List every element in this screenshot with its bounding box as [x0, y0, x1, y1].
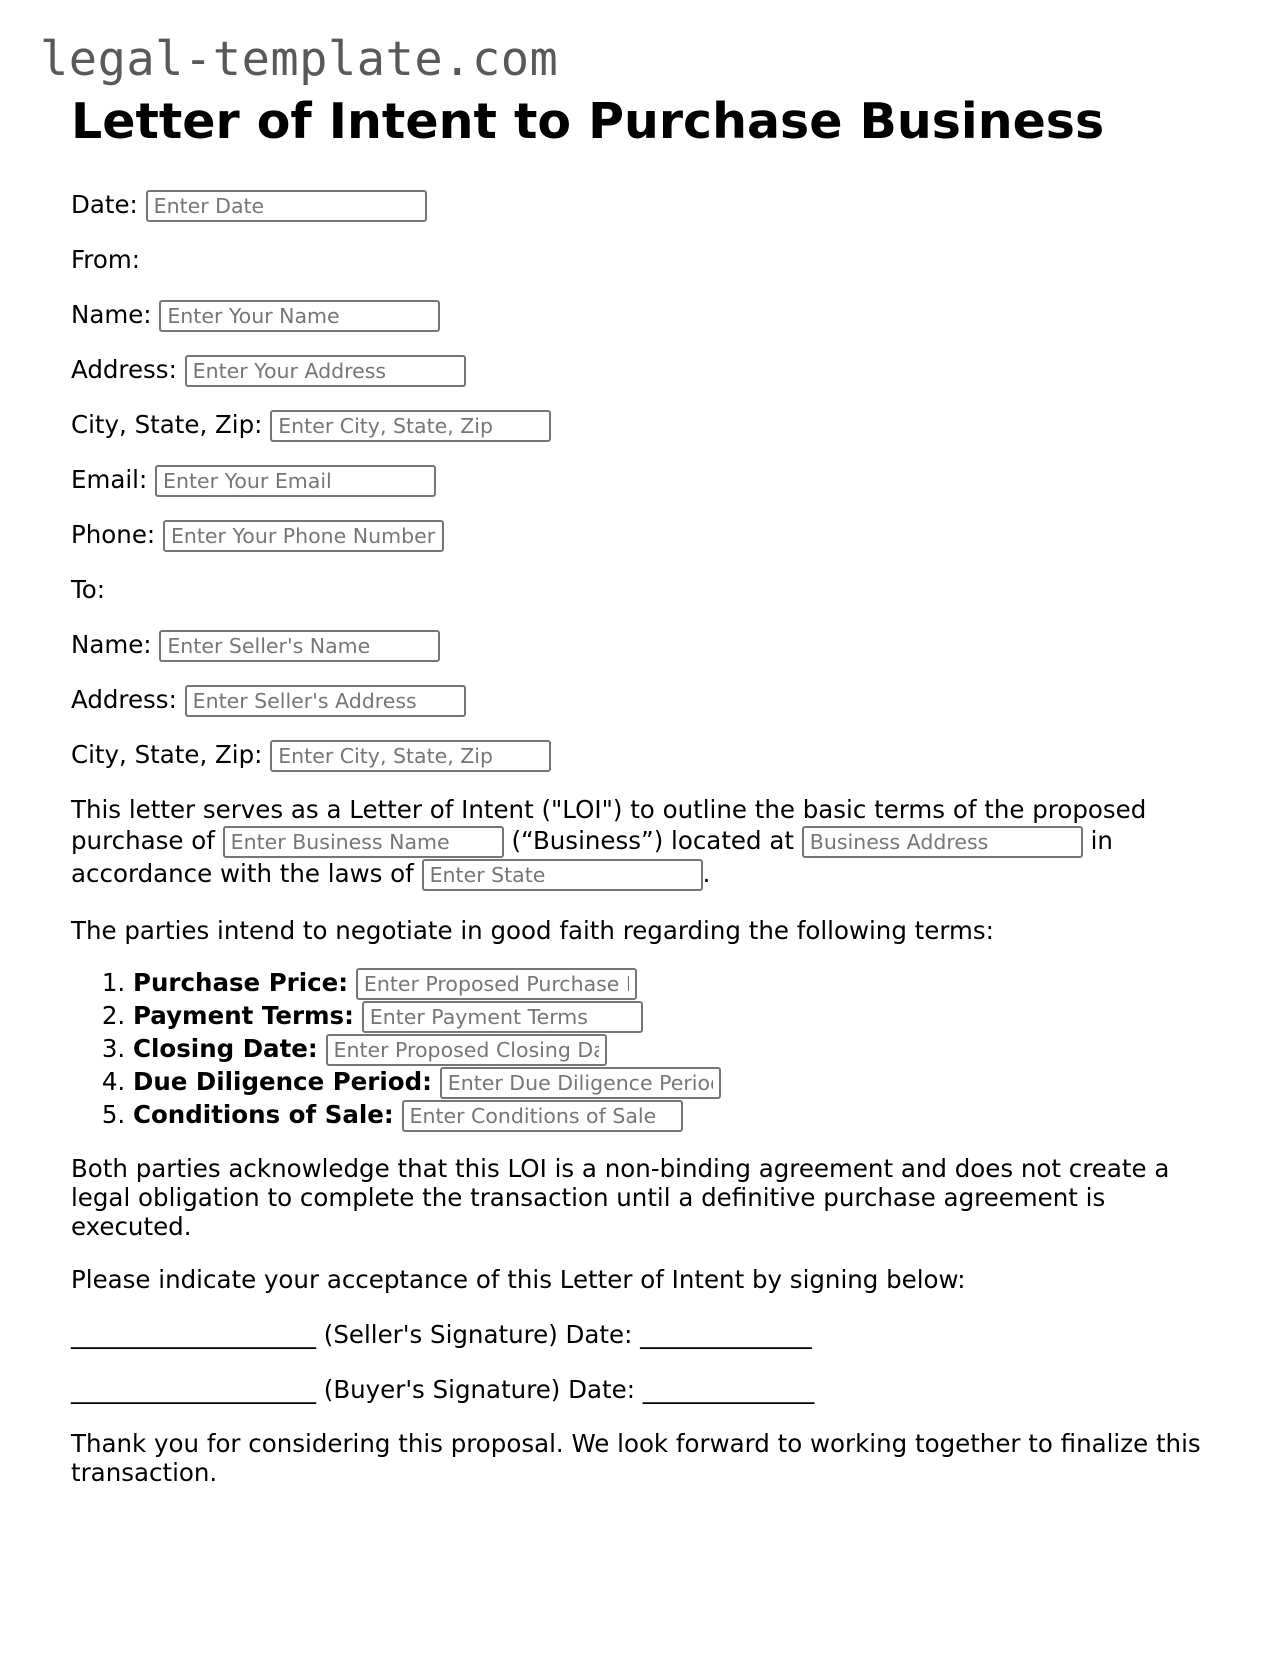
term-item [133, 999, 1221, 1032]
closing-date-input[interactable] [326, 1034, 607, 1066]
to-city-input[interactable] [270, 740, 551, 772]
buyer-signature-line: ____________________ (Buyer's Signature) Date: ______________ [71, 1375, 815, 1404]
to-address-row [71, 683, 1221, 717]
from-city-row [71, 408, 1221, 442]
date-input[interactable] [146, 190, 427, 222]
term-item [133, 966, 1221, 999]
to-city-row [71, 738, 1221, 772]
from-city-label: City, State, Zip: [71, 410, 263, 439]
from-email-row [71, 463, 1221, 497]
to-name-input[interactable] [159, 630, 440, 662]
from-address-row [71, 353, 1221, 387]
purchase-price-input[interactable] [356, 968, 637, 1000]
term-label: Closing Date: [133, 1034, 318, 1063]
term-label: Due Diligence Period: [133, 1067, 432, 1096]
intro-paragraph [71, 794, 1221, 891]
intro-text-4: . [702, 859, 711, 888]
from-address-label: Address: [71, 355, 177, 384]
to-name-label: Name: [71, 630, 152, 659]
business-address-input[interactable] [802, 826, 1083, 858]
terms-list [71, 966, 1221, 1131]
seller-signature-line: ____________________ (Seller's Signature) Date: ______________ [71, 1320, 812, 1349]
to-heading: To: [71, 575, 106, 604]
intro-text-2: (“Business”) located at [511, 826, 794, 855]
from-phone-label: Phone: [71, 520, 156, 549]
conditions-input[interactable] [402, 1100, 683, 1132]
term-label: Purchase Price: [133, 968, 349, 997]
intro-text-3: in accordance with the laws of [71, 826, 1113, 888]
intro-text-1: This letter serves as a Letter of Intent ("LOI") to outline the basic terms of the proposed purchase of [71, 795, 1147, 855]
watermark: legal-template.com [40, 32, 559, 87]
term-item [133, 1032, 1221, 1065]
from-phone-input[interactable] [163, 520, 444, 552]
state-input[interactable] [422, 859, 703, 891]
to-address-label: Address: [71, 685, 177, 714]
to-address-input[interactable] [185, 685, 466, 717]
to-name-row [71, 628, 1221, 662]
from-name-row [71, 298, 1221, 332]
page-title: Letter of Intent to Purchase Business [71, 93, 1105, 150]
from-phone-row [71, 518, 1221, 552]
from-name-label: Name: [71, 300, 152, 329]
term-label: Payment Terms: [133, 1001, 354, 1030]
to-city-label: City, State, Zip: [71, 740, 263, 769]
acceptance-paragraph: Please indicate your acceptance of this Letter of Intent by signing below: [71, 1265, 966, 1294]
from-email-label: Email: [71, 465, 148, 494]
from-address-input[interactable] [185, 355, 466, 387]
from-name-input[interactable] [159, 300, 440, 332]
term-label: Conditions of Sale: [133, 1100, 394, 1129]
date-row [71, 188, 1221, 222]
negotiate-paragraph: The parties intend to negotiate in good faith regarding the following terms: [71, 916, 994, 945]
closing-paragraph: Thank you for considering this proposal. We look forward to working together to finalize this transaction. [71, 1429, 1201, 1487]
payment-terms-input[interactable] [362, 1001, 643, 1033]
term-item [133, 1065, 1221, 1098]
acknowledge-paragraph: Both parties acknowledge that this LOI is a non-binding agreement and does not create a legal obligation to complete the transaction until a definitive purchase agreement is executed. [71, 1154, 1170, 1241]
due-diligence-input[interactable] [440, 1067, 721, 1099]
term-item [133, 1098, 1221, 1131]
letter-document [71, 88, 1221, 1487]
from-heading: From: [71, 245, 140, 274]
date-label: Date: [71, 190, 138, 219]
business-name-input[interactable] [223, 826, 504, 858]
from-city-input[interactable] [270, 410, 551, 442]
from-email-input[interactable] [155, 465, 436, 497]
